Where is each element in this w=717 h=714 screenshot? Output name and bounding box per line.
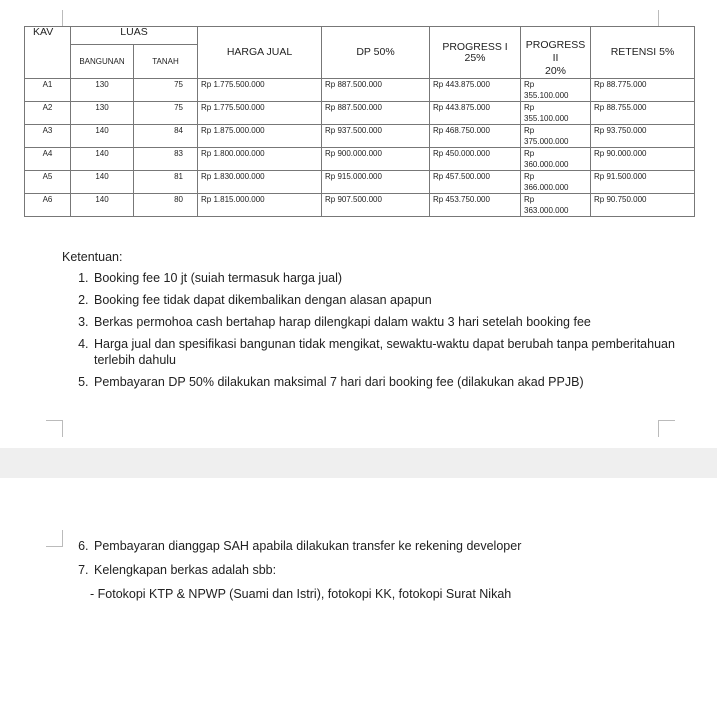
header-kav: KAV [25,27,71,79]
table-row [25,79,695,102]
cell-progress-1: Rp 443.875.000 [430,79,521,102]
cell-dp: Rp 900.000.000 [322,148,430,171]
header-retensi: RETENSI 5% [591,27,695,79]
cell-kav: A4 [25,148,71,171]
cell-bangunan: 140 [71,125,134,148]
ketentuan-sub-item: - Fotokopi KTP & NPWP (Suami dan Istri), fotokopi KK, fotokopi Surat Nikah [90,587,512,601]
header-progress-2-line1: PROGRESS [525,39,586,51]
cell-retensi: Rp 90.750.000 [591,194,695,217]
cell-tanah: 75 [134,79,198,102]
ketentuan-section [62,250,682,396]
ketentuan-item: 2. Booking fee tidak dapat dikembalikan dengan alasan apapun [92,292,682,308]
cell-kav: A3 [25,125,71,148]
cell-progress-1: Rp 457.500.000 [430,171,521,194]
cell-tanah: 84 [134,125,198,148]
cell-tanah: 75 [134,102,198,125]
cell-progress-1: Rp 450.000.000 [430,148,521,171]
cell-progress-2-currency: Rp [524,103,535,112]
cell-progress-2-amount: 363.000.000 [524,206,569,215]
cell-retensi: Rp 88.755.000 [591,102,695,125]
cell-kav: A1 [25,79,71,102]
cell-bangunan: 140 [71,194,134,217]
margin-mark-page2-top-left [46,530,63,547]
ketentuan-item: 5. Pembayaran DP 50% dilakukan maksimal 7 hari dari booking fee (dilakukan akad PPJB) [92,374,682,390]
cell-progress-2 [521,125,591,148]
cell-harga: Rp 1.775.500.000 [198,102,322,125]
cell-harga: Rp 1.775.500.000 [198,79,322,102]
ketentuan-item: 4. Harga jual dan spesifikasi bangunan tidak mengikat, sewaktu-waktu dapat berubah tanpa pemberitahuan terlebih dahulu [92,336,682,368]
cell-progress-2-amount: 355.100.000 [524,114,569,123]
cell-harga: Rp 1.875.000.000 [198,125,322,148]
cell-harga: Rp 1.800.000.000 [198,148,322,171]
cell-progress-2-amount: 375.000.000 [524,137,569,146]
page-separator [0,448,717,478]
cell-bangunan: 140 [71,171,134,194]
header-dp: DP 50% [322,27,430,79]
cell-bangunan: 130 [71,102,134,125]
cell-bangunan: 130 [71,79,134,102]
cell-progress-2-currency: Rp [524,126,535,135]
price-table [24,26,695,217]
header-progress-2-line2: II [552,52,559,64]
cell-retensi: Rp 93.750.000 [591,125,695,148]
cell-progress-2-currency: Rp [524,195,535,204]
table-row [25,148,695,171]
cell-progress-1: Rp 443.875.000 [430,102,521,125]
cell-progress-2 [521,194,591,217]
cell-tanah: 81 [134,171,198,194]
cell-progress-1: Rp 468.750.000 [430,125,521,148]
cell-harga: Rp 1.830.000.000 [198,171,322,194]
cell-dp: Rp 887.500.000 [322,102,430,125]
ketentuan-item: 1. Booking fee 10 jt (suiah termasuk harga jual) [92,270,682,286]
cell-tanah: 83 [134,148,198,171]
margin-mark-top-right [658,10,675,27]
cell-retensi: Rp 88.775.000 [591,79,695,102]
cell-progress-2-amount: 366.000.000 [524,183,569,192]
header-luas: LUAS [71,27,198,45]
cell-retensi: Rp 91.500.000 [591,171,695,194]
cell-dp: Rp 907.500.000 [322,194,430,217]
cell-dp: Rp 915.000.000 [322,171,430,194]
cell-progress-2 [521,171,591,194]
cell-kav: A6 [25,194,71,217]
cell-dp: Rp 887.500.000 [322,79,430,102]
cell-progress-2-currency: Rp [524,149,535,158]
table-row [25,194,695,217]
cell-progress-2-amount: 360.000.000 [524,160,569,169]
table-row [25,102,695,125]
cell-progress-2-currency: Rp [524,172,535,181]
table-row [25,125,695,148]
cell-progress-2-amount: 355.100.000 [524,91,569,100]
cell-progress-2 [521,102,591,125]
cell-progress-1: Rp 453.750.000 [430,194,521,217]
header-tanah: TANAH [134,45,198,79]
ketentuan-item: 7. Kelengkapan berkas adalah sbb: [92,562,682,578]
cell-tanah: 80 [134,194,198,217]
cell-kav: A5 [25,171,71,194]
margin-mark-top-left [46,10,63,27]
margin-mark-bottom-right [658,420,675,437]
ketentuan-list-continued [62,538,682,578]
header-progress-2-line3: 20% [544,65,566,77]
cell-bangunan: 140 [71,148,134,171]
cell-harga: Rp 1.815.000.000 [198,194,322,217]
cell-progress-2 [521,148,591,171]
cell-progress-2-currency: Rp [524,80,535,89]
cell-progress-2 [521,79,591,102]
ketentuan-section-continued [62,538,682,602]
margin-mark-bottom-left [46,420,63,437]
table-row [25,171,695,194]
header-bangunan: BANGUNAN [71,45,134,79]
ketentuan-list [62,270,682,390]
ketentuan-title: Ketentuan: [62,250,123,264]
ketentuan-item: 6. Pembayaran dianggap SAH apabila dilakukan transfer ke rekening developer [92,538,682,554]
cell-retensi: Rp 90.000.000 [591,148,695,171]
cell-kav: A2 [25,102,71,125]
cell-dp: Rp 937.500.000 [322,125,430,148]
header-harga-jual: HARGA JUAL [198,27,322,79]
ketentuan-item: 3. Berkas permohoa cash bertahap harap dilengkapi dalam waktu 3 hari setelah booking fee [92,314,682,330]
header-progress-1: PROGRESS I 25% [430,27,521,79]
header-progress-2 [521,27,591,79]
